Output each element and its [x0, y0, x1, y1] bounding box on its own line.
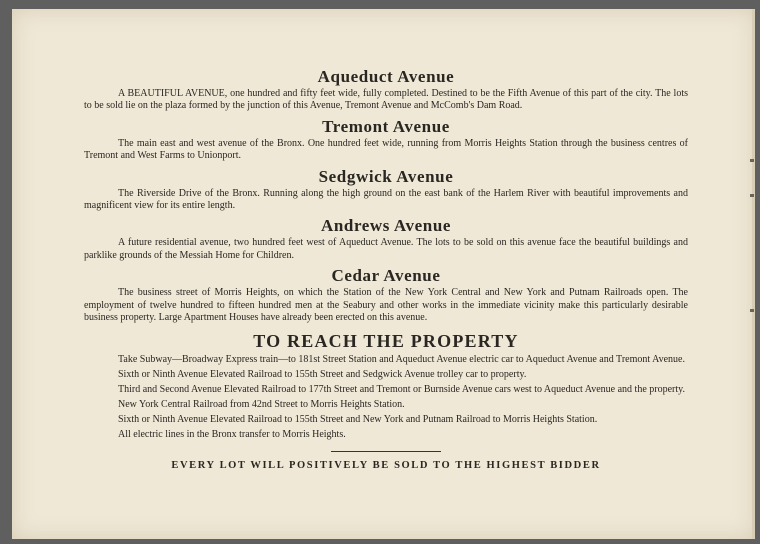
reach-property-heading: TO REACH THE PROPERTY: [253, 331, 519, 352]
section-text-cedar: The business street of Morris Heights, on which the Station of the New York Central and New York and Putnam Railroads open. The employment of twelve hundred to fifteen hundred men at the Seabury and other works in the immediate vicinity make this particularly desirable business property. Large Apartment Houses have already been erected on this avenue.: [84, 287, 688, 324]
footer-notice: EVERY LOT WILL POSITIVELY BE SOLD TO THE HIGHEST BIDDER: [171, 459, 601, 471]
page-fold-edge: [752, 9, 755, 539]
route-item: Sixth or Ninth Avenue Elevated Railroad to 155th Street and Sedgwick Avenue trolley car to property.: [118, 369, 527, 381]
section-text-andrews: A future residential avenue, two hundred feet west of Aqueduct Avenue. The lots to be sold on this avenue face the beautiful buildings and parklike grounds of the Messiah Home for Children.: [84, 237, 688, 261]
document-content: [84, 67, 688, 471]
route-item: New York Central Railroad from 42nd Street to Morris Heights Station.: [118, 399, 405, 411]
route-item: All electric lines in the Bronx transfer to Morris Heights.: [118, 429, 346, 441]
section-text-tremont: The main east and west avenue of the Bronx. One hundred feet wide, running from Morris Heights Station through the business centres of Tremont and West Farms to Unionport.: [84, 137, 688, 162]
section-heading-andrews: Andrews Avenue: [320, 216, 452, 236]
document-page: [12, 9, 755, 539]
edge-mark: [750, 159, 754, 162]
route-item: Third and Second Avenue Elevated Railroad to 177th Street and Tremont or Burnside Avenue cars west to Aqueduct Avenue and the property.: [118, 384, 685, 396]
section-heading-sedgwick: Sedgwick Avenue: [318, 166, 454, 186]
route-item: Take Subway—Broadway Express train—to 181st Street Station and Aqueduct Avenue electric car to Aqueduct Avenue and Tremont Avenue.: [118, 354, 685, 366]
divider-rule: [331, 451, 441, 452]
section-heading-tremont: Tremont Avenue: [322, 116, 450, 136]
route-item: Sixth or Ninth Avenue Elevated Railroad to 155th Street and New York and Putnam Railroad to Morris Heights Station.: [118, 414, 598, 426]
edge-mark: [750, 309, 754, 312]
section-text-aqueduct: A BEAUTIFUL AVENUE, one hundred and fifty feet wide, fully completed. Destined to be the Fifth Avenue of this part of the city. The lots to be sold lie on the plaza formed by the junction of this Avenue, Tremont Avenue and McComb's Dam Road.: [84, 88, 688, 112]
section-text-sedgwick: The Riverside Drive of the Bronx. Running along the high ground on the east bank of the Harlem River with beautiful improvements and magnificent view for its entire length.: [84, 187, 688, 212]
section-heading-cedar: Cedar Avenue: [331, 266, 441, 286]
edge-mark: [750, 194, 754, 197]
section-heading-aqueduct: Aqueduct Avenue: [317, 67, 455, 86]
